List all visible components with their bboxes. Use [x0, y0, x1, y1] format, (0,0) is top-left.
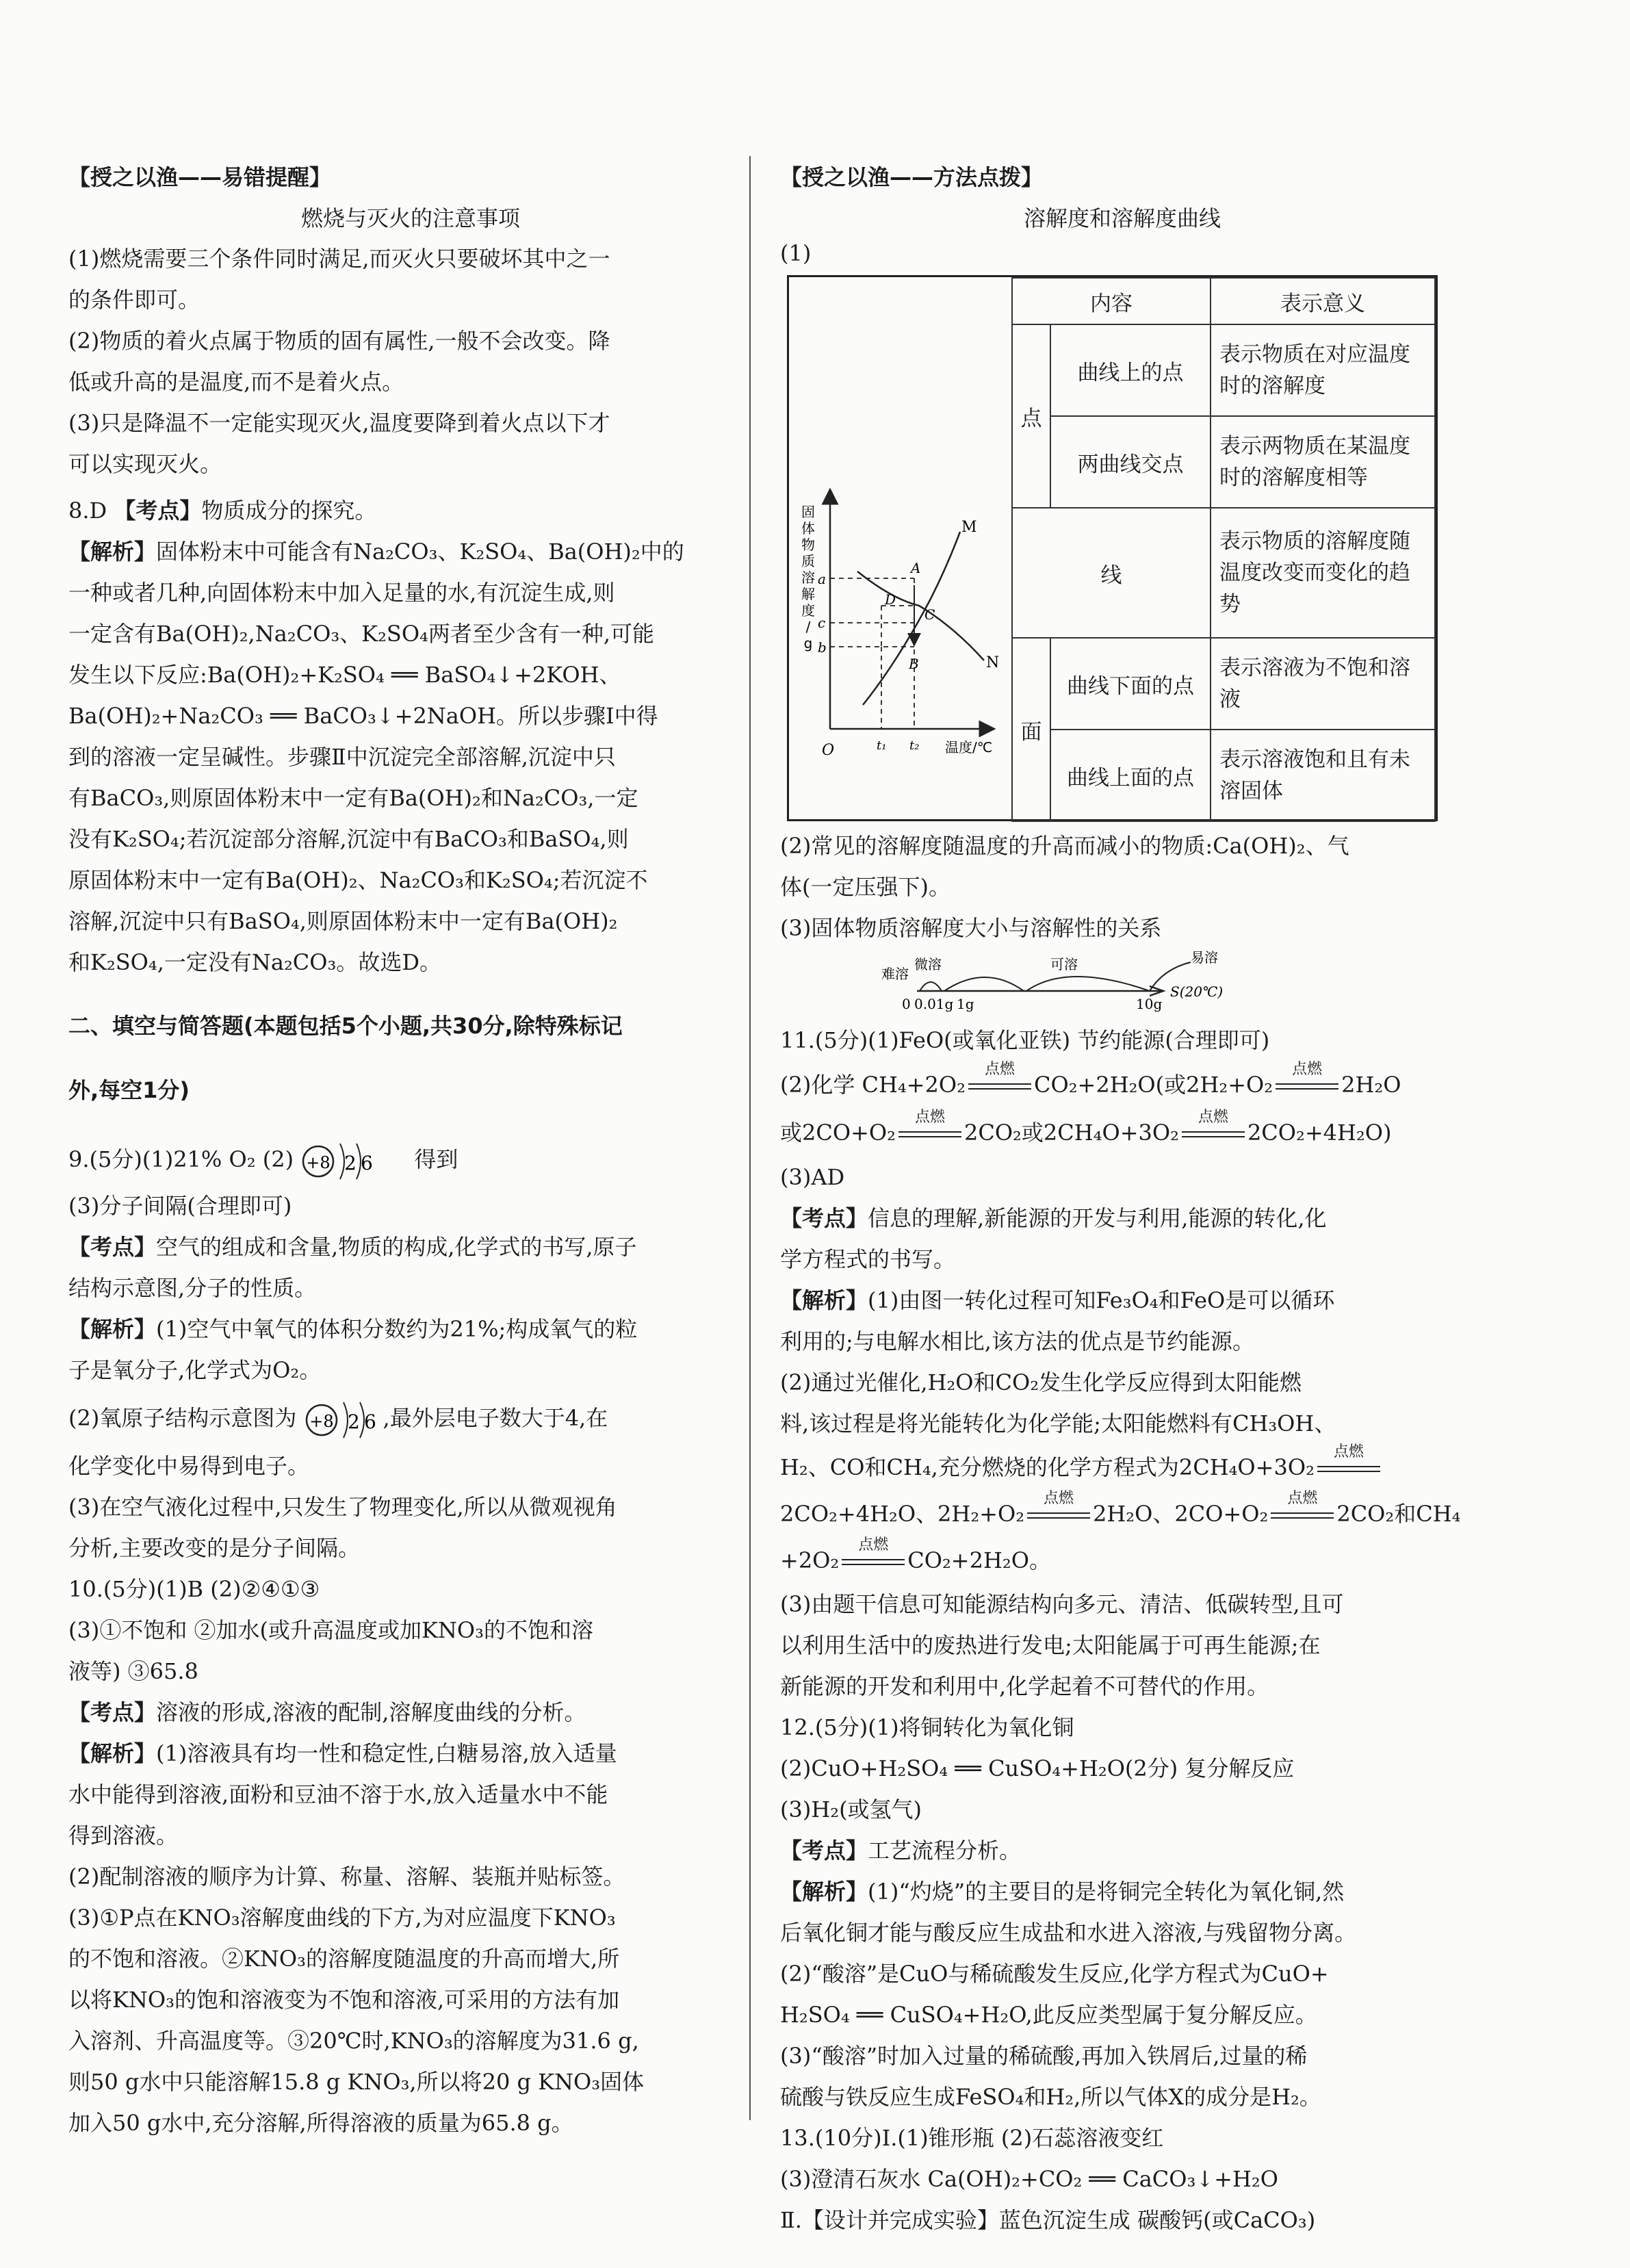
q12-jiexi-first [780, 1871, 1464, 1912]
label-c: c [818, 615, 826, 631]
q9-jiexi-first [68, 1309, 753, 1350]
q9-jiexi-lines [68, 1350, 753, 1391]
q12-lines [780, 1707, 1464, 1830]
q9-tail: 得到 [414, 1146, 458, 1172]
cond-6 [1027, 1489, 1090, 1526]
text-line: 和K₂SO₄,一定没有Na₂CO₃。故选D。 [68, 949, 442, 975]
row4-item: 曲线上面的点 [1050, 730, 1211, 821]
y-axis-label [801, 504, 815, 652]
cond-7 [1271, 1489, 1334, 1526]
scale-axis-label: S(20℃) [1170, 983, 1224, 1000]
text-line: (2)物质的着火点属于物质的固有属性,一般不会改变。降 [68, 328, 610, 354]
q10-jiexi-first [68, 1733, 753, 1774]
q9-jiexi-0: (1)空气中氧气的体积分数约为21%;构成氧气的粒 [156, 1316, 638, 1342]
q11-l3b: 2CO₂或2CH₄O+3O₂ [963, 1120, 1179, 1146]
oxygen-atom-diagram-icon [300, 1139, 380, 1183]
q11-eq3 [780, 1537, 1464, 1584]
q11-kaodian-lines [780, 1239, 1464, 1280]
row2-meaning: 表示物质的溶解度随温度改变而变化的趋势 [1211, 508, 1435, 638]
text-line: 得到溶液。 [68, 1822, 179, 1848]
text-line: (2)通过光催化,H₂O和CO₂发生化学反应得到太阳能燃 [780, 1369, 1302, 1395]
q11-l4: (3)AD [780, 1164, 845, 1190]
q8-jiexi-first [68, 531, 753, 572]
q11-jiexi-label: 【解析】 [780, 1287, 868, 1313]
q11-l2a: (2)化学 CH₄+2O₂ [780, 1072, 966, 1098]
q9-kaodian-0: 空气的组成和含量,物质的构成,化学式的书写,原子 [156, 1234, 637, 1260]
q8-jiexi-label: 【解析】 [68, 539, 157, 565]
q11-kaodian-label: 【考点】 [780, 1205, 868, 1231]
q8-kaodian: 物质成分的探究。 [201, 498, 377, 524]
text-line: 的不饱和溶液。②KNO₃的溶解度随温度的升高而增大,所 [68, 1946, 620, 1972]
text-line: 化学变化中易得到电子。 [68, 1453, 310, 1479]
scale-1: 1g [957, 996, 974, 1012]
q11-l2 [780, 1061, 1464, 1109]
text-line: 可以实现灭火。 [68, 451, 222, 477]
text-line: 利用的;与电解水相比,该方法的优点是节约能源。 [780, 1328, 1254, 1354]
label-M: M [961, 519, 977, 536]
equals-bar [1271, 1512, 1334, 1519]
condition-label: 点燃 [1333, 1443, 1364, 1460]
text-line: 硫酸与铁反应生成FeSO₄和H₂,所以气体X的成分是H₂。 [780, 2084, 1321, 2110]
q10-kaodian-line [68, 1692, 753, 1733]
text-line: 没有K₂SO₄;若沉淀部分溶解,沉淀中有BaCO₃和BaSO₄,则 [68, 826, 629, 852]
part1-label: (1) [780, 240, 812, 266]
left-column [68, 156, 753, 2143]
q9-head: 9.(5分)(1)21% O₂ (2) [68, 1146, 294, 1172]
text-line: (3)①不饱和 ②加水(或升高温度或加KNO₃的不饱和溶 [68, 1617, 593, 1643]
head-content: 内容 [1012, 278, 1211, 324]
text-line: 低或升高的是温度,而不是着火点。 [68, 369, 404, 395]
q9-atom-suffix: ,最外层电子数大于4,在 [383, 1405, 608, 1431]
label-C: C [924, 606, 935, 623]
oxygen-atom-diagram-icon-2 [304, 1398, 383, 1442]
equals-bar [1182, 1131, 1245, 1137]
text-line: 学方程式的书写。 [780, 1246, 956, 1272]
q10-kaodian-label: 【考点】 [68, 1699, 157, 1725]
q12-kaodian: 工艺流程分析。 [868, 1838, 1022, 1864]
q11-more-lines [780, 1584, 1464, 1707]
atom-shell1: 2 [344, 1151, 357, 1174]
text-line: (3)H₂(或氢气) [780, 1796, 922, 1822]
condition-label: 点燃 [914, 1108, 945, 1126]
tip-lines [68, 238, 753, 485]
equals-bar [968, 1083, 1031, 1090]
scale-wei: 微溶 [914, 956, 942, 972]
row3-meaning: 表示溶液为不饱和溶液 [1211, 638, 1435, 730]
equals-bar [1276, 1083, 1338, 1090]
text-line: (2)配制溶液的顺序为计算、称量、溶解、装瓶并贴标签。 [68, 1864, 625, 1890]
q11-l3 [780, 1109, 1464, 1157]
row0-meaning: 表示物质在对应温度时的溶解度 [1211, 324, 1435, 416]
q10-jiexi-lines [68, 1774, 753, 2143]
q11-eq3b: CO₂+2H₂O。 [907, 1547, 1051, 1573]
equals-bar [1317, 1466, 1380, 1472]
section2 [68, 1005, 753, 1111]
cond-8 [842, 1536, 905, 1573]
text-line: 13.(10分)Ⅰ.(1)锥形瓶 (2)石蕊溶液变红 [780, 2125, 1164, 2151]
text-line: 入溶剂、升高温度等。③20℃时,KNO₃的溶解度为31.6 g, [68, 2028, 639, 2054]
q11-jiexi-0: (1)由图一转化过程可知Fe₃O₄和FeO是可以循环 [868, 1287, 1335, 1313]
text-line: 水中能得到溶液,面粉和豆油不溶于水,放入适量水中不能 [68, 1781, 608, 1807]
q11-eq2c: 2CO₂和CH₄ [1336, 1501, 1461, 1527]
text-line: 外,每空1分) [68, 1077, 190, 1103]
text-line: 子是氧分子,化学式为O₂。 [68, 1357, 322, 1383]
scale-yi: 易溶 [1191, 949, 1218, 966]
equals-bar [842, 1559, 905, 1565]
text-line: 原固体粉末中一定有Ba(OH)₂、Na₂CO₃和K₂SO₄;若沉淀不 [68, 867, 648, 893]
solubility-curve-graph [789, 277, 1011, 819]
q9-head-line [68, 1133, 753, 1185]
y-axis-label-char: 解 [801, 586, 815, 602]
q11-l3c: 2CO₂+4H₂O) [1247, 1120, 1392, 1146]
q9-more-lines [68, 1445, 753, 1569]
guide-dashes [830, 578, 914, 729]
q12-jiexi-lines [780, 1912, 1464, 2117]
q11-l2b: CO₂+2H₂O(或2H₂+O₂ [1033, 1072, 1273, 1098]
text-line: (3)固体物质溶解度大小与溶解性的关系 [780, 915, 1162, 941]
q9-atom-prefix: (2)氧原子结构示意图为 [68, 1405, 297, 1431]
text-line: (2)常见的溶解度随温度的升高而减小的物质:Ca(OH)₂、气 [780, 833, 1349, 859]
q9-atom-line [68, 1391, 753, 1445]
label-D: D [885, 591, 896, 608]
q11-l2c: 2H₂O [1341, 1072, 1401, 1098]
condition-label: 点燃 [1292, 1060, 1323, 1078]
label-N: N [986, 654, 1000, 671]
y-axis-label-char: 体 [801, 520, 815, 537]
text-line: Ⅱ.【设计并完成实验】蓝色沉淀生成 碳酸钙(或CaCO₃) [780, 2207, 1316, 2233]
label-b: b [818, 639, 827, 656]
scale-ke: 可溶 [1050, 956, 1078, 972]
row1-meaning: 表示两物质在某温度时的溶解度相等 [1211, 416, 1435, 508]
atom-shell2: 6 [361, 1151, 374, 1174]
q8-lines [68, 572, 753, 983]
text-line: 二、填空与简答题(本题包括5个小题,共30分,除特殊标记 [68, 1013, 623, 1039]
q11-jiexi-first [780, 1280, 1464, 1321]
text-line: (1)燃烧需要三个条件同时满足,而灭火只要破坏其中之一 [68, 246, 610, 272]
condition-label: 点燃 [1287, 1489, 1318, 1507]
row2-item: 线 [1012, 508, 1211, 638]
q11-eq1 [780, 1444, 1464, 1491]
text-line: (3)①P点在KNO₃溶解度曲线的下方,为对应温度下KNO₃ [68, 1905, 616, 1931]
method-header: 【授之以渔——方法点拨】 [780, 164, 1044, 190]
text-line: 新能源的开发和利用中,化学起着不可替代的作用。 [780, 1673, 1269, 1699]
tip-title: 燃烧与灭火的注意事项 [300, 205, 520, 231]
q10-kaodian: 溶液的形成,溶液的配制,溶解度曲线的分析。 [156, 1699, 586, 1725]
origin-label: O [822, 742, 835, 759]
equals-bar [898, 1131, 961, 1137]
text-line: 以将KNO₃的饱和溶液变为不饱和溶液,可采用的方法有加 [68, 1987, 620, 2013]
condition-label: 点燃 [1044, 1489, 1074, 1507]
text-line: 到的溶液一定呈碱性。步骤Ⅱ中沉淀完全部溶解,沉淀中只 [68, 744, 616, 770]
text-line: 11.(5分)(1)FeO(或氧化亚铁) 节约能源(合理即可) [780, 1027, 1270, 1053]
q10-lines [68, 1569, 753, 1692]
curve-M [863, 532, 960, 705]
text-line: H₂SO₄ ══ CuSO₄+H₂O,此反应类型属于复分解反应。 [780, 2002, 1317, 2028]
q11-lines [780, 1020, 1464, 1061]
tip-header: 【授之以渔——易错提醒】 [68, 164, 332, 190]
equals-bar [1027, 1512, 1090, 1519]
cond-2 [1276, 1060, 1338, 1097]
q9-kaodian-first [68, 1226, 753, 1267]
q12-jiexi-0: (1)“灼烧”的主要目的是将铜完全转化为氧化铜,然 [868, 1879, 1345, 1905]
atom-nucleus: +8 [306, 1152, 331, 1172]
solubility-meaning-table [1011, 277, 1436, 822]
text-line: (3)由题干信息可知能源结构向多元、清洁、低碳转型,且可 [780, 1591, 1344, 1617]
solubility-table-box [787, 275, 1438, 821]
q12-jiexi-label: 【解析】 [780, 1879, 868, 1905]
q11-jiexi-lines [780, 1321, 1464, 1444]
q12-kaodian-line [780, 1830, 1464, 1871]
q10-jiexi-0: (1)溶液具有均一性和稳定性,白糖易溶,放入适量 [156, 1740, 617, 1766]
label-t2: t₂ [909, 738, 920, 753]
text-line: 加入50 g水中,充分溶解,所得溶液的质量为65.8 g。 [68, 2110, 573, 2136]
y-axis-label-char: 物 [801, 537, 815, 553]
text-line: Ba(OH)₂+Na₂CO₃ ══ BaCO₃↓+2NaOH。所以步骤Ⅰ中得 [68, 703, 658, 729]
atom-shell2-2: 6 [363, 1410, 376, 1433]
condition-label: 点燃 [984, 1060, 1015, 1078]
part2-lines [780, 825, 1464, 949]
right-column [780, 156, 1464, 2241]
label-t1: t₁ [877, 738, 887, 753]
text-line: (3)在空气液化过程中,只发生了物理变化,所以从微观视角 [68, 1494, 617, 1520]
scale-nan: 难溶 [881, 966, 909, 982]
label-a: a [818, 571, 826, 587]
cond-4 [1182, 1108, 1245, 1145]
cond-3 [898, 1108, 961, 1145]
q12-kaodian-label: 【考点】 [780, 1838, 868, 1864]
atom-nucleus-2: +8 [309, 1411, 334, 1431]
q11-kaodian-first [780, 1198, 1464, 1239]
text-line: 后氧化铜才能与酸反应生成盐和水进入溶液,与残留物分离。 [780, 1920, 1357, 1946]
condition-label: 点燃 [858, 1536, 889, 1554]
text-line: 溶解,沉淀中只有BaSO₄,则原固体粉末中一定有Ba(OH)₂ [68, 908, 618, 934]
solubility-scale-diagram [780, 949, 1464, 1017]
text-line: 发生以下反应:Ba(OH)₂+K₂SO₄ ══ BaSO₄↓+2KOH、 [68, 662, 621, 688]
q8-head: 8.D [68, 498, 107, 524]
q11-eq2b: 2H₂O、2CO+O₂ [1093, 1501, 1269, 1527]
group-face: 面 [1012, 638, 1050, 821]
text-line: 体(一定压强下)。 [780, 874, 950, 900]
y-axis-label-char: 度 [801, 602, 815, 619]
text-line: 以利用生活中的废热进行发电;太阳能属于可再生能源;在 [780, 1632, 1321, 1658]
q9-kaodian-label: 【考点】 [68, 1234, 157, 1260]
q8-line-0: 固体粉末中可能含有Na₂CO₃、K₂SO₄、Ba(OH)₂中的 [156, 539, 684, 565]
q10-jiexi-label: 【解析】 [68, 1740, 157, 1766]
text-line: 液等) ③65.8 [68, 1658, 198, 1684]
scale-10: 10g [1136, 996, 1163, 1012]
cond-5 [1317, 1443, 1380, 1480]
q8-kaodian-label: 【考点】 [114, 498, 202, 524]
q9-line3: (3)分子间隔(合理即可) [68, 1193, 292, 1219]
text-line: (3)“酸溶”时加入过量的稀硫酸,再加入铁屑后,过量的稀 [780, 2043, 1308, 2069]
scale-0: 0 [902, 996, 911, 1012]
label-A: A [911, 560, 921, 576]
row0-item: 曲线上的点 [1050, 324, 1211, 416]
q11-eq2 [780, 1491, 1464, 1537]
row1-item: 两曲线交点 [1050, 416, 1211, 508]
y-axis-label-char: / [805, 619, 811, 635]
method-title: 溶解度和溶解度曲线 [1023, 205, 1221, 231]
q8-head-line [68, 490, 753, 531]
x-axis-label: 温度/℃ [945, 739, 993, 756]
text-line: 料,该过程是将光能转化为化学能;太阳能燃料有CH₃OH、 [780, 1410, 1336, 1436]
text-line: (3)只是降温不一定能实现灭火,温度要降到着火点以下才 [68, 410, 610, 436]
text-line: (2)“酸溶”是CuO与稀硫酸发生反应,化学方程式为CuO+ [780, 1961, 1329, 1987]
text-line: 分析,主要改变的是分子间隔。 [68, 1535, 361, 1561]
text-line: 则50 g水中只能溶解15.8 g KNO₃,所以将20 g KNO₃固体 [68, 2069, 645, 2095]
scale-001: 0.01g [914, 996, 954, 1012]
text-line: 结构示意图,分子的性质。 [68, 1275, 317, 1301]
y-axis-label-char: g [803, 635, 813, 652]
text-line: 12.(5分)(1)将铜转化为氧化铜 [780, 1714, 1074, 1740]
y-axis-label-char: 溶 [801, 569, 815, 586]
text-line: (3)澄清石灰水 Ca(OH)₂+CO₂ ══ CaCO₃↓+H₂O [780, 2166, 1278, 2192]
label-B: B [909, 656, 919, 672]
q11-eq1-text: H₂、CO和CH₄,充分燃烧的化学方程式为2CH₄O+3O₂ [780, 1454, 1315, 1480]
atom-shell1-2: 2 [347, 1410, 360, 1433]
text-line: 一种或者几种,向固体粉末中加入足量的水,有沉淀生成,则 [68, 580, 615, 606]
cond-1 [968, 1060, 1031, 1097]
text-line: 有BaCO₃,则原固体粉末中一定有Ba(OH)₂和Na₂CO₃,一定 [68, 785, 638, 811]
q9-kaodian-lines [68, 1267, 753, 1309]
y-axis-label-char: 固 [801, 504, 815, 520]
y-axis-label-char: 质 [801, 553, 815, 569]
group-point: 点 [1012, 324, 1050, 508]
q11-kaodian-0: 信息的理解,新能源的开发与利用,能源的转化,化 [868, 1205, 1327, 1231]
text-line: (2)CuO+H₂SO₄ ══ CuSO₄+H₂O(2分) 复分解反应 [780, 1755, 1295, 1781]
head-meaning: 表示意义 [1211, 278, 1435, 324]
q9-jiexi-label: 【解析】 [68, 1316, 157, 1342]
q11-eq3a: +2O₂ [780, 1547, 840, 1573]
row3-item: 曲线下面的点 [1050, 638, 1211, 730]
text-line: 一定含有Ba(OH)₂,Na₂CO₃、K₂SO₄两者至少含有一种,可能 [68, 621, 655, 647]
text-line: 的条件即可。 [68, 287, 200, 313]
text-line: 10.(5分)(1)B (2)②④①③ [68, 1576, 320, 1602]
condition-label: 点燃 [1198, 1108, 1228, 1126]
q13-lines [780, 2117, 1464, 2241]
row4-meaning: 表示溶液饱和且有未溶固体 [1211, 730, 1435, 821]
q11-l3a: 或2CO+O₂ [780, 1120, 896, 1146]
q11-eq2a: 2CO₂+4H₂O、2H₂+O₂ [780, 1501, 1025, 1527]
